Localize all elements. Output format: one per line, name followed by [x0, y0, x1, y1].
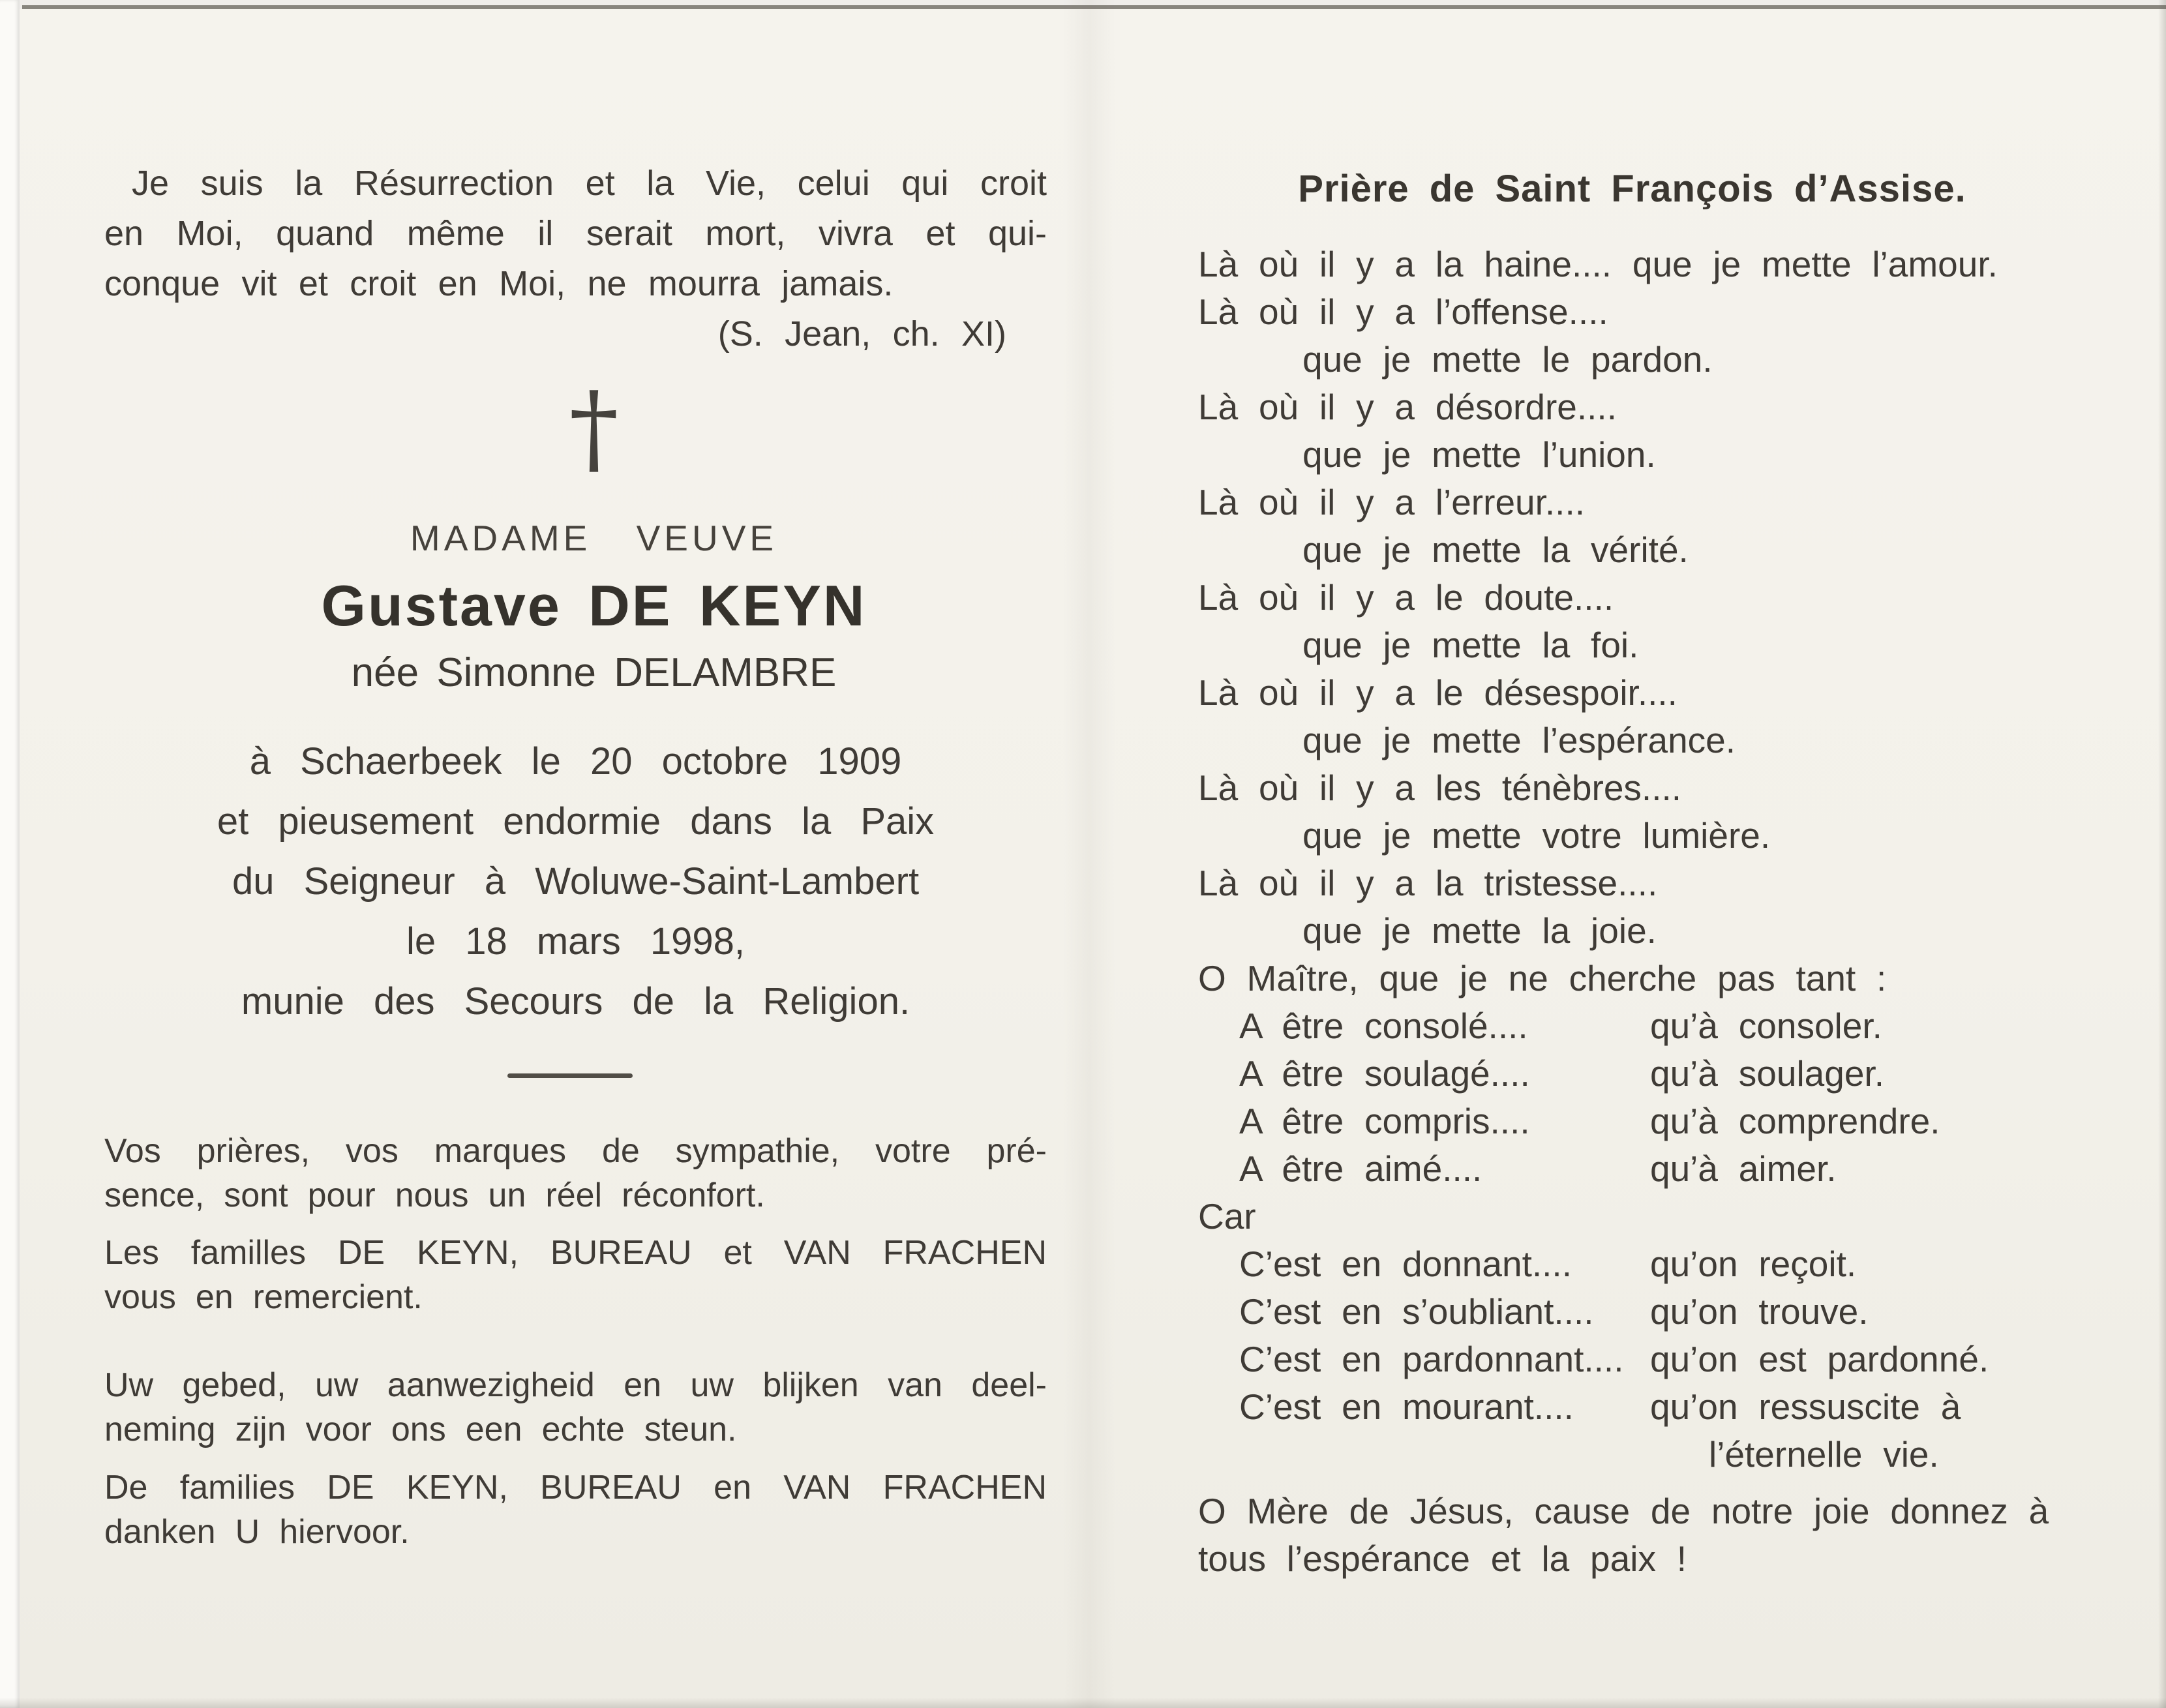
prayer-line: Là où il y a les ténèbres.... [1198, 768, 1682, 808]
prayer-line [1198, 1240, 2075, 1288]
prayer-line-left: A être soulagé.... [1239, 1053, 1530, 1094]
prayer-line: Là où il y a l’offense.... [1198, 292, 1608, 332]
paragraph-line: Uw gebed, uw aanwezigheid en uw blijken van deel- [104, 1366, 1047, 1404]
maiden-name: née Simonne DELAMBRE [351, 650, 837, 695]
prayer-text [1198, 241, 2075, 1583]
families-paragraph-dutch [104, 1465, 1047, 1554]
paragraph-line: Les familles DE KEYN, BUREAU et VAN FRACHEN [104, 1234, 1047, 1272]
birth-death-details [104, 732, 1047, 1032]
prayer-line-right: qu’on reçoit. [1650, 1244, 1857, 1284]
left-page [104, 0, 1047, 1708]
prayer-line-right: qu’on ressuscite à [1650, 1386, 1961, 1427]
prayer-line: que je mette l’union. [1302, 434, 1656, 475]
scripture-quote [104, 158, 1047, 359]
paragraph-line: vous en remercient. [104, 1278, 423, 1316]
quote-line: conque vit et croit en Moi, ne mourra jamais. [104, 264, 894, 303]
prayer-line-right: qu’à comprendre. [1650, 1101, 1940, 1141]
prayer-line: que je mette la joie. [1302, 910, 1657, 951]
prayer-line: Là où il y a la haine.... que je mette l’amour. [1198, 244, 1998, 284]
right-page [1174, 0, 2090, 1708]
cross-icon: † [569, 370, 619, 486]
deceased-name: Gustave DE KEYN [321, 573, 867, 638]
thanks-paragraph-french [104, 1129, 1047, 1218]
prayer-line-right: qu’on trouve. [1650, 1291, 1869, 1332]
scan-right-edge [2158, 0, 2166, 1708]
life-line: du Seigneur à Woluwe-Saint-Lambert [232, 860, 920, 903]
prayer-line-left: C’est en mourant.... [1239, 1386, 1574, 1427]
prayer-line [1198, 1098, 2075, 1145]
prayer-line: O Mère de Jésus, cause de notre joie donnez à [1198, 1491, 2049, 1531]
prayer-title: Prière de Saint François d’Assise. [1298, 168, 1966, 210]
prayer-line: O Maître, que je ne cherche pas tant : [1198, 958, 1887, 998]
divider-rule [507, 1073, 633, 1078]
prayer-line: Là où il y a le doute.... [1198, 577, 1614, 618]
paragraph-line: sence, sont pour nous un réel réconfort. [104, 1176, 765, 1214]
quote-line: en Moi, quand même il serait mort, vivra et qui- [104, 214, 1047, 253]
prayer-line: Là où il y a la tristesse.... [1198, 863, 1658, 903]
paragraph-line: neming zijn voor ons een echte steun. [104, 1411, 737, 1448]
families-paragraph-french [104, 1231, 1047, 1319]
life-line: à Schaerbeek le 20 octobre 1909 [249, 740, 902, 783]
paragraph-line: danken U hiervoor. [104, 1513, 410, 1551]
prayer-line: que je mette le pardon. [1302, 339, 1713, 380]
quote-line: Je suis la Résurrection et la Vie, celui qui croit [132, 164, 1047, 203]
prayer-line [1198, 1002, 2075, 1050]
center-fold-shadow [1063, 0, 1115, 1708]
prayer-line: que je mette la foi. [1302, 625, 1639, 665]
prayer-line-left: A être aimé.... [1239, 1148, 1482, 1189]
prayer-line: que je mette l’espérance. [1302, 720, 1736, 760]
thanks-paragraph-dutch [104, 1363, 1047, 1452]
prayer-line: Là où il y a le désespoir.... [1198, 672, 1677, 713]
prayer-line [1198, 1145, 2075, 1193]
prayer-line-right: qu’à aimer. [1650, 1148, 1837, 1189]
prayer-line: tous l’espérance et la paix ! [1198, 1538, 1687, 1579]
paragraph-line: De families DE KEYN, BUREAU en VAN FRACHEN [104, 1469, 1047, 1506]
life-line: munie des Secours de la Religion. [241, 980, 910, 1023]
prayer-line [1198, 1288, 2075, 1336]
paragraph-line: Vos prières, vos marques de sympathie, votre pré- [104, 1132, 1047, 1170]
quote-attribution: (S. Jean, ch. XI) [717, 314, 1006, 353]
prayer-line-left: C’est en pardonnant.... [1239, 1339, 1624, 1379]
prayer-line: Car [1198, 1196, 1256, 1236]
prayer-line-left: A être consolé.... [1239, 1006, 1528, 1046]
prayer-line-right: qu’à soulager. [1650, 1053, 1884, 1094]
prayer-line [1198, 1336, 2075, 1383]
scan-left-edge [0, 0, 20, 1708]
prayer-line: Là où il y a désordre.... [1198, 387, 1617, 427]
prayer-line-left: C’est en donnant.... [1239, 1244, 1572, 1284]
prayer-line-right: qu’on est pardonné. [1650, 1339, 1989, 1379]
prayer-line: que je mette votre lumière. [1302, 815, 1771, 856]
life-line: et pieusement endormie dans la Paix [217, 800, 935, 843]
prayer-line-right: qu’à consoler. [1650, 1006, 1882, 1046]
honorific-title: MADAME VEUVE [410, 518, 778, 558]
prayer-line-left: C’est en s’oubliant.... [1239, 1291, 1594, 1332]
prayer-line: Là où il y a l’erreur.... [1198, 482, 1586, 522]
life-line: le 18 mars 1998, [406, 920, 745, 963]
prayer-line-left: A être compris.... [1239, 1101, 1530, 1141]
prayer-line: l’éternelle vie. [1709, 1434, 1939, 1475]
prayer-line [1198, 1050, 2075, 1098]
prayer-line: que je mette la vérité. [1302, 530, 1689, 570]
prayer-line [1198, 1383, 2075, 1431]
